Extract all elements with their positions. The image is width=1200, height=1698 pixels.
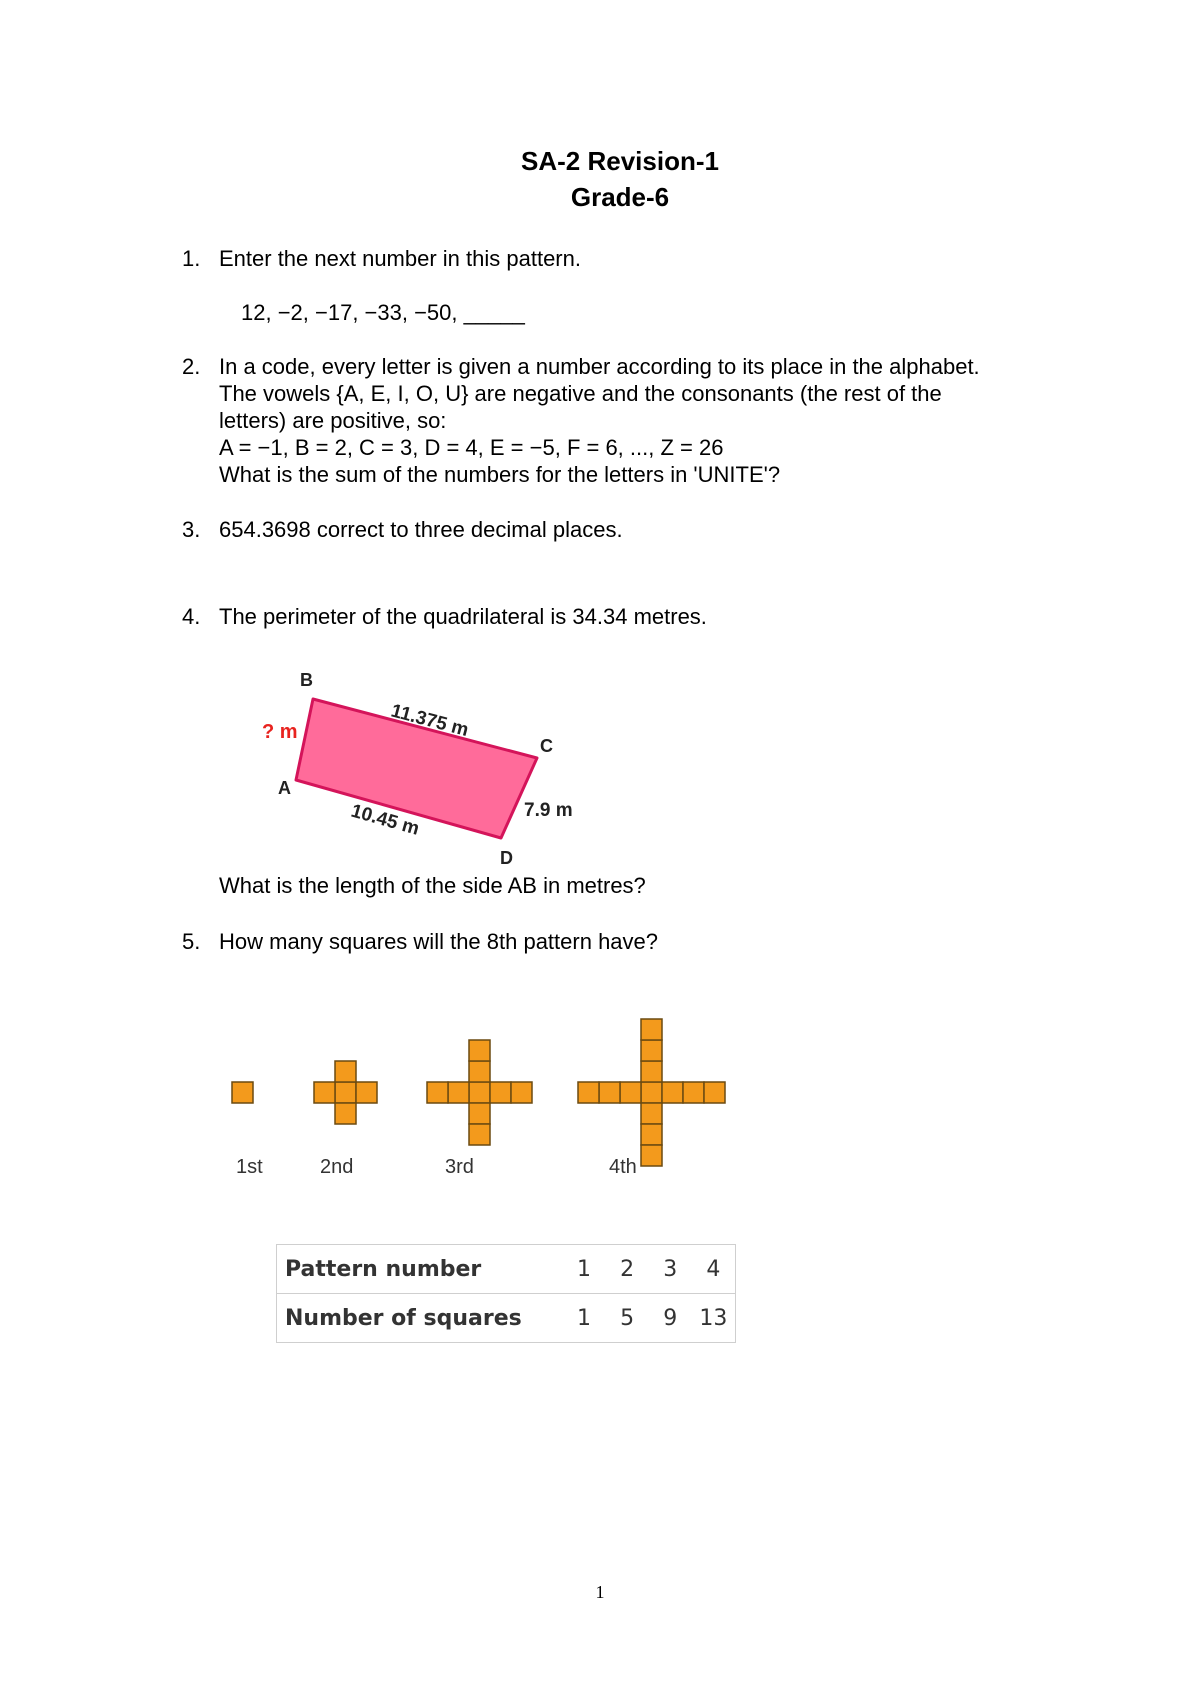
pattern-square — [511, 1082, 532, 1103]
pattern-square — [448, 1082, 469, 1103]
pattern-square — [469, 1040, 490, 1061]
pattern-square — [599, 1082, 620, 1103]
pattern-square — [704, 1082, 725, 1103]
side-label-ab: ? m — [262, 721, 298, 743]
pattern-square — [314, 1082, 335, 1103]
pattern-label-4th: 4th — [609, 1156, 637, 1178]
table-row-label: Number of squares — [277, 1294, 563, 1343]
pattern-square — [490, 1082, 511, 1103]
table-cell: 1 — [562, 1245, 605, 1294]
question-1-number: 1. — [182, 246, 201, 271]
pattern-square — [641, 1019, 662, 1040]
table-row-label: Pattern number — [277, 1245, 563, 1294]
pattern-square — [683, 1082, 704, 1103]
question-2-number: 2. — [182, 354, 201, 379]
pattern-square — [641, 1103, 662, 1124]
question-2-line-2: The vowels {A, E, I, O, U} are negative and the consonants (the rest of the — [219, 381, 942, 406]
square-patterns-figure — [220, 980, 740, 1200]
side-label-bc: 11.375 m — [388, 700, 471, 742]
pattern-square — [335, 1061, 356, 1082]
pattern-label-2nd: 2nd — [320, 1156, 354, 1178]
table-cell: 2 — [606, 1245, 649, 1294]
page-number: 1 — [595, 1582, 605, 1602]
pattern-square — [641, 1061, 662, 1082]
pattern-square — [578, 1082, 599, 1103]
side-label-ad: 10.45 m — [348, 800, 422, 840]
pattern-square — [427, 1082, 448, 1103]
pattern-square — [469, 1103, 490, 1124]
question-4-text: The perimeter of the quadrilateral is 34.34 metres. — [219, 604, 707, 629]
pattern-square — [641, 1040, 662, 1061]
table-cell: 1 — [562, 1294, 605, 1343]
title-line-1: SA-2 Revision-1 — [521, 146, 719, 176]
pattern-label-3rd: 3rd — [445, 1156, 474, 1178]
table-cell: 3 — [649, 1245, 692, 1294]
question-1-text: Enter the next number in this pattern. — [219, 246, 581, 271]
pattern-square — [335, 1103, 356, 1124]
pattern-square — [469, 1082, 490, 1103]
vertex-label-c: C — [540, 736, 553, 756]
table-row — [277, 1294, 736, 1343]
question-1-sequence: 12, −2, −17, −33, −50, _____ — [241, 300, 525, 325]
table-cell: 9 — [649, 1294, 692, 1343]
pattern-label-1st: 1st — [236, 1156, 263, 1178]
vertex-label-a: A — [278, 778, 291, 798]
pattern-squares — [232, 1019, 725, 1166]
pattern-square — [356, 1082, 377, 1103]
table-cell: 13 — [692, 1294, 736, 1343]
quadrilateral-figure — [250, 660, 610, 880]
vertex-label-b: B — [300, 670, 313, 690]
table-row — [277, 1245, 736, 1294]
question-4-number: 4. — [182, 604, 201, 629]
question-2-line-5: What is the sum of the numbers for the letters in 'UNITE'? — [219, 462, 781, 487]
pattern-square — [641, 1082, 662, 1103]
question-2-line-4: A = −1, B = 2, C = 3, D = 4, E = −5, F = 6, ..., Z = 26 — [219, 435, 724, 460]
pattern-square — [469, 1124, 490, 1145]
table-cell: 5 — [606, 1294, 649, 1343]
pattern-square — [335, 1082, 356, 1103]
pattern-table — [276, 1244, 736, 1343]
question-4-followup: What is the length of the side AB in metres? — [219, 873, 646, 898]
question-5-number: 5. — [182, 929, 201, 954]
pattern-square — [232, 1082, 253, 1103]
vertex-label-d: D — [500, 848, 513, 868]
pattern-square — [469, 1061, 490, 1082]
question-3-number: 3. — [182, 517, 201, 542]
table-cell: 4 — [692, 1245, 736, 1294]
question-2-line-3: letters) are positive, so: — [219, 408, 447, 433]
question-5-text: How many squares will the 8th pattern have? — [219, 929, 659, 954]
pattern-square — [662, 1082, 683, 1103]
pattern-square — [641, 1145, 662, 1166]
pattern-square — [641, 1124, 662, 1145]
title-line-2: Grade-6 — [570, 182, 670, 212]
pattern-square — [620, 1082, 641, 1103]
question-3-text: 654.3698 correct to three decimal places. — [219, 517, 623, 542]
question-2-line-1: In a code, every letter is given a number according to its place in the alphabet. — [219, 354, 980, 379]
side-label-cd: 7.9 m — [524, 800, 573, 821]
